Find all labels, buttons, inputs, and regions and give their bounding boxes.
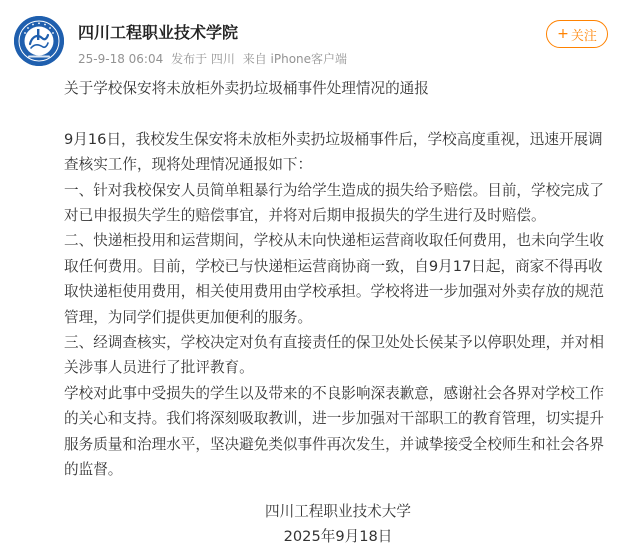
post-content: [64, 76, 612, 549]
post-item-2: 二、快递柜投用和运营期间，学校从未向快递柜运营商收取任何费用，也未向学生收取任何费用。目前，学校已与快递柜运营商协商一致，自9月17日起，商家不得再收取快递柜使用费用，相关使用费用由学校承担。学校将进一步加强对外卖存放的规范管理，为同学们提供更加便利的服务。: [64, 232, 604, 326]
school-seal-icon: [14, 16, 64, 66]
account-name[interactable]: 四川工程职业技术学院: [78, 23, 239, 42]
paragraph-gap: [64, 101, 612, 126]
post-intro: 9月16日，我校发生保安将未放柜外卖扔垃圾桶事件后，学校高度重视，迅速开展调查核实工作，现将处理情况通报如下：: [64, 130, 603, 174]
post-title: 关于学校保安将未放柜外卖扔垃圾桶事件处理情况的通报: [64, 80, 429, 97]
post-timestamp[interactable]: 25-9-18 06:04: [78, 52, 164, 66]
post-header: [14, 16, 610, 74]
post-device: 来自 iPhone客户端: [242, 52, 348, 66]
post-signature: [64, 499, 612, 549]
signature-org: 四川工程职业技术大学: [265, 503, 411, 521]
follow-button[interactable]: [546, 20, 608, 48]
post-closing: 学校对此事中受损失的学生以及带来的不良影响深表歉意，感谢社会各界对学校工作的关心和支持。我们将深刻吸取教训，进一步加强对干部职工的教育管理，切实提升服务质量和治理水平，坚决避免类似事件再次发生，并诚挚接受全校师生和社会各界的监督。: [64, 384, 604, 479]
follow-button-label: 关注: [570, 28, 597, 44]
post-item-1: 一、针对我校保安人员简单粗暴行为给学生造成的损失给予赔偿。目前，学校完成了对已申报损失学生的赔偿事宜，并将对后期申报损失的学生进行及时赔偿。: [64, 181, 604, 225]
post-location: 发布于 四川: [171, 52, 235, 66]
post-meta: [78, 50, 351, 67]
signature-date: 2025年9月18日: [283, 528, 393, 546]
plus-icon: +: [557, 26, 569, 42]
post-item-3: 三、经调查核实，学校决定对负有直接责任的保卫处处长侯某予以停职处理，并对相关涉事人员进行了批评教育。: [64, 334, 604, 377]
avatar[interactable]: [14, 16, 64, 66]
